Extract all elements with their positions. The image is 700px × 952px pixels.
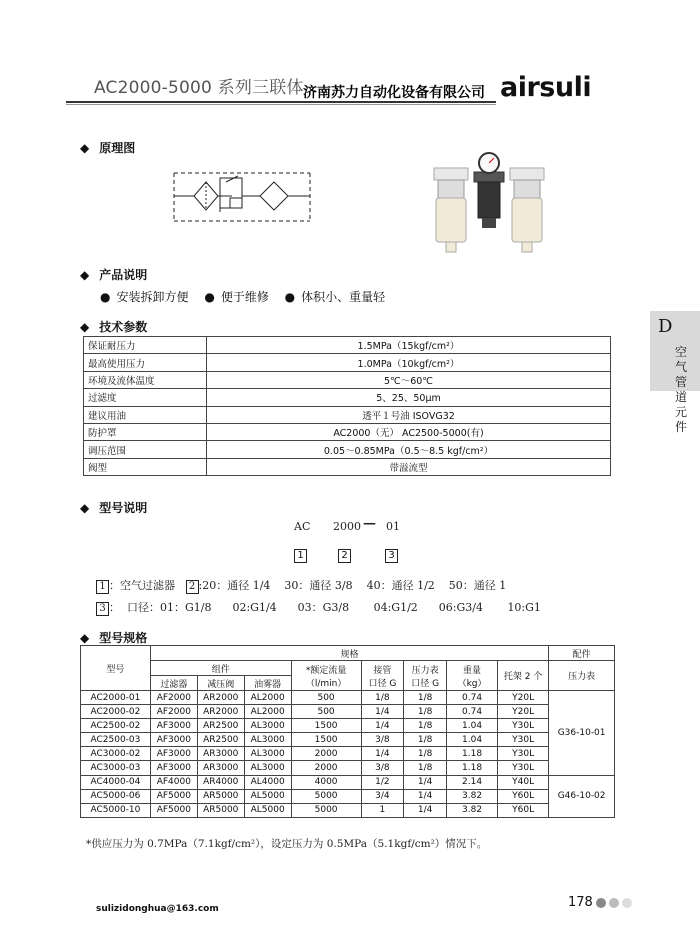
brand-logo: airsuli <box>500 72 592 103</box>
page-number: 178 <box>568 895 593 910</box>
bullet-icon: ● <box>284 290 296 304</box>
product-photo <box>428 150 550 258</box>
page-dot-icon <box>596 898 606 908</box>
table-row: 防护罩 AC2000（无） AC2500-5000(有) <box>84 423 611 440</box>
table-row: AC3000-02 AF3000 AR3000 AL3000 2000 1/4 1/8 1.18 Y30L <box>81 747 615 761</box>
contact-email: sulizidonghua@163.com <box>96 904 219 914</box>
feature-item: 便于维修 <box>220 290 269 304</box>
bullet-icon: ● <box>204 290 215 304</box>
model-code-port: 01 <box>386 520 400 533</box>
table-row: 建议用油 透平１号油 ISOVG32 <box>84 406 611 423</box>
page-dot-icon <box>609 898 619 908</box>
feature-item: 体积小、重量轻 <box>301 290 386 304</box>
table-row: AC2000-01 AF2000 AR2000 AL2000 500 1/8 1/8 0.74 Y20L G36-10-01 <box>81 691 615 705</box>
diamond-icon: ◆ <box>80 320 90 334</box>
model-code-box-2: 2 <box>338 549 351 563</box>
section-tech: ◆ 技术参数 <box>80 320 148 334</box>
page-dot-icon <box>622 898 632 908</box>
table-row: AC5000-10 AF5000 AR5000 AL5000 5000 1 1/4 3.82 Y60L <box>81 803 615 817</box>
header-rule <box>66 101 496 103</box>
table-row: 调压范围 0.05～0.85MPa（0.5～8.5 kgf/cm²） <box>84 441 611 458</box>
diamond-icon: ◆ <box>80 268 90 282</box>
table-row: AC5000-06 AF5000 AR5000 AL5000 5000 3/4 1/4 3.82 Y60L <box>81 789 615 803</box>
table-row: 环境及流体温度 5℃～60℃ <box>84 371 611 388</box>
table-row: AC2000-02 AF2000 AR2000 AL2000 500 1/4 1/8 0.74 Y20L <box>81 705 615 719</box>
section-principle: ◆ 原理图 <box>80 141 136 155</box>
section-model-spec: ◆ 型号规格 <box>80 631 148 645</box>
section-product: ◆ 产品说明 <box>80 268 148 282</box>
pneumatic-symbol <box>172 168 312 226</box>
table-row: AC3000-03 AF3000 AR3000 AL3000 2000 3/8 1/8 1.18 Y30L <box>81 761 615 775</box>
feature-list <box>100 288 397 305</box>
company-name: 济南苏力自动化设备有限公司 <box>303 85 485 101</box>
bullet-icon: ● <box>100 290 111 304</box>
tech-params-table <box>83 336 611 476</box>
legend-line-1: 1 ：空气过滤器 2 :20：通径 1/4 30：通径 3/8 40：通径 1/2 50：通径 1 <box>96 577 506 594</box>
section-model-explain: ◆ 型号说明 <box>80 501 148 515</box>
model-code-box-3: 3 <box>385 549 398 563</box>
table-row: 过滤度 5、25、50μm <box>84 389 611 406</box>
table-row: 最高使用压力 1.0MPa（10kgf/cm²） <box>84 354 611 371</box>
model-spec-table: 型号 规格 配件 组件 *额定流量 （l/min） 接管 口径 G 压力表 口径 G 重量 （kg） 托架 2 个 压力表 过滤器 减压阀 油雾器 AC2000-01 AF2000 AR2000 AL2000 500 1/8 1/8 0.74 Y20L G36-10-01 AC2000-02 AF2000 AR2000 AL2000 500 1/4 1/8 0.74 Y20L AC2500-02 AF3000 AR2500 AL3000 1500 1/4 1/8 1.04 Y30L AC2500-03 AF3000 AR2500 AL3000 1500 3/8 1/8 1.04 Y30L AC3000-02 AF3000 AR3000 AL3000 2000 1/4 1/8 1.18 Y30L AC3000-03 AF3000 AR3000 AL3000 2000 3/8 1/8 1.18 Y30L AC4000-04 AF4000 AR4000 AL4000 4000 1/2 1/4 2.14 Y40L G46-10-02 AC5000-06 AF5000 AR5000 AL5000 5000 3/4 1/4 3.82 Y60L AC5000-10 AF5000 AR5000 AL5000 5000 1 1/4 3.82 Y60L <box>80 645 615 818</box>
diamond-icon: ◆ <box>80 631 90 645</box>
series-title: AC2000-5000 系列三联体 <box>94 78 304 98</box>
model-code-dash: — <box>363 516 376 531</box>
feature-item: 安装拆卸方便 <box>116 290 189 304</box>
gauge-cell-b: G46-10-02 <box>549 775 615 817</box>
side-tab-label: 空 气 管 道 元 件 <box>674 345 687 434</box>
table-row: AC2500-02 AF3000 AR2500 AL3000 1500 1/4 1/8 1.04 Y30L <box>81 719 615 733</box>
table-row: AC4000-04 AF4000 AR4000 AL4000 4000 1/2 1/4 2.14 Y40L G46-10-02 <box>81 775 615 789</box>
header-rule-thin <box>66 104 496 105</box>
legend-line-2: 3 ： 口径：01：G1/8 02:G1/4 03：G3/8 04:G1/2 06:G3/4 10:G1 <box>96 599 541 616</box>
table-row: 阀型 带溢流型 <box>84 458 611 475</box>
diamond-icon: ◆ <box>80 141 90 155</box>
table-row: AC2500-03 AF3000 AR2500 AL3000 1500 3/8 1/8 1.04 Y30L <box>81 733 615 747</box>
model-code-prefix: AC <box>294 520 311 533</box>
side-tab-letter: D <box>658 316 673 337</box>
table-row: 保证耐压力 1.5MPa（15kgf/cm²） <box>84 337 611 354</box>
gauge-cell-a: G36-10-01 <box>549 691 615 776</box>
footnote: *供应压力为 0.7MPa（7.1kgf/cm²），设定压力为 0.5MPa（5.1kgf/cm²）情况下。 <box>86 838 488 850</box>
diamond-icon: ◆ <box>80 501 90 515</box>
model-code-size: 2000 <box>333 520 361 533</box>
model-code-box-1: 1 <box>294 549 307 563</box>
